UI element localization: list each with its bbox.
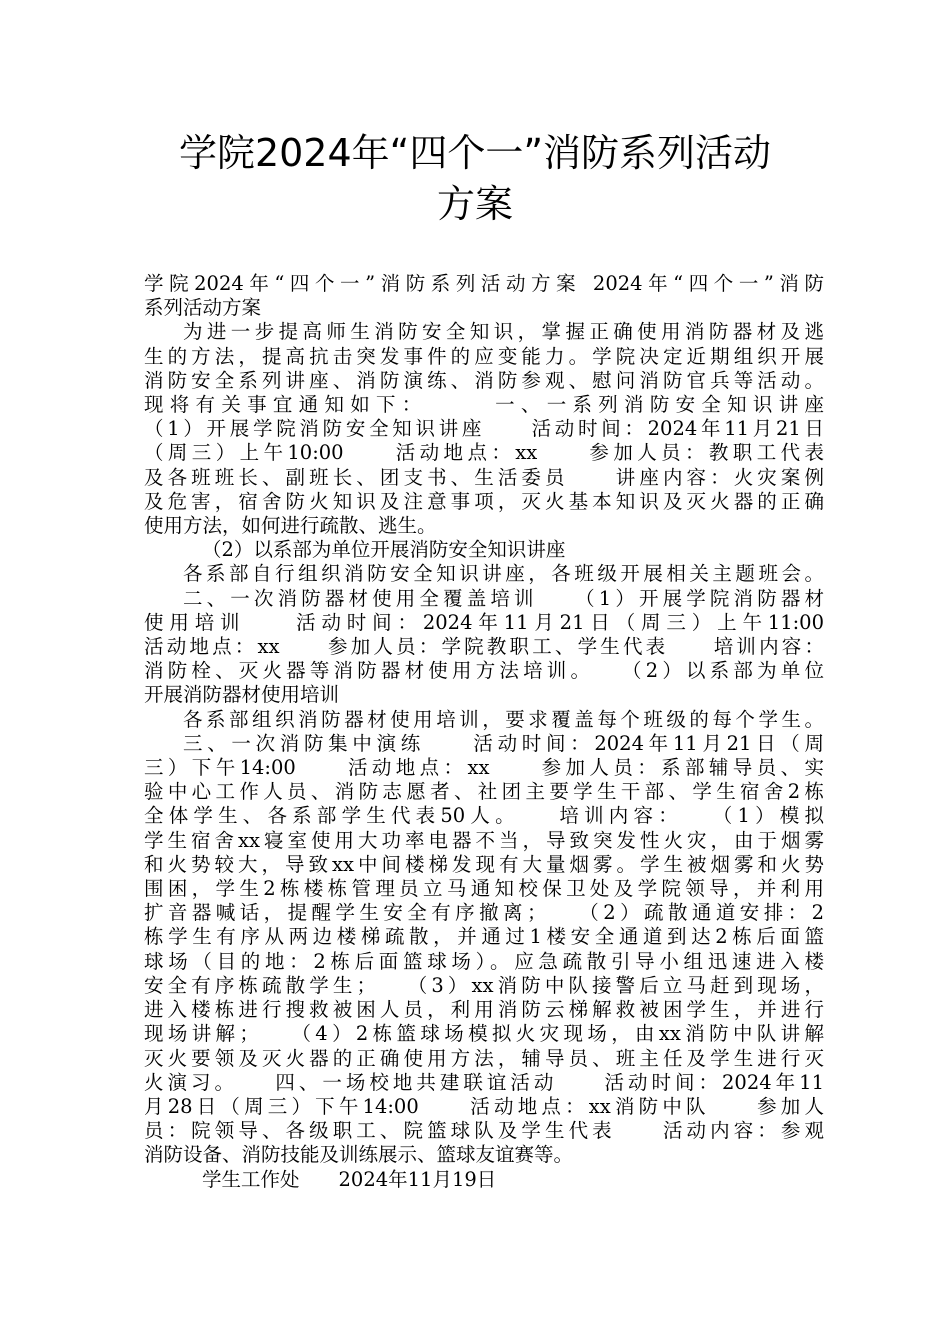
body-line: 消防栓、灭火器等消防器材使用方法培训。 （2）以系部为单位 xyxy=(144,659,824,683)
body-line: 安全有序栋疏散学生； （3）xx消防中队接警后立马赶到现场， xyxy=(144,973,824,997)
body-line: 围困，学生2栋楼栋管理员立马通知校保卫处及学院领导，并利用 xyxy=(144,877,824,901)
body-line: 活动地点：xx 参加人员：学院教职工、学生代表 培训内容： xyxy=(144,635,824,659)
body-line: 和火势较大，导致xx中间楼梯发现有大量烟雾。学生被烟雾和火势 xyxy=(144,852,824,876)
body-line: 使用方法，如何进行疏散、逃生。 xyxy=(144,514,437,538)
body-line: 栋学生有序从两边楼梯疏散，并通过1楼安全通道到达2栋后面篮 xyxy=(144,925,824,949)
body-line: 学生宿舍xx寝室使用大功率电器不当，导致突发性火灾，由于烟雾 xyxy=(144,828,824,852)
body-line: 月28日（周三）下午14:00 活动地点：xx消防中队 参加人 xyxy=(144,1094,824,1118)
body-line: 全体学生、各系部学生代表50人。 培训内容： （1）模拟 xyxy=(144,804,824,828)
body-line: （1）开展学院消防安全知识讲座 活动时间：2024年11月21日 xyxy=(144,417,824,441)
body-line: 及各班班长、副班长、团支书、生活委员 讲座内容：火灾案例 xyxy=(144,465,824,489)
signature-line: 学生工作处 2024年11月19日 xyxy=(202,1167,497,1191)
body-line: 球场（目的地：2栋后面篮球场）。应急疏散引导小组迅速进入楼 xyxy=(144,949,824,973)
body-line: 现将有关事宜通知如下： 一、一系列消防安全知识讲座 xyxy=(144,393,824,417)
body-line: 三、一次消防集中演练 活动时间：2024年11月21日（周 xyxy=(183,731,824,755)
body-line: 为进一步提高师生消防安全知识，掌握正确使用消防器材及逃 xyxy=(183,320,824,344)
body-line: 各系部自行组织消防安全知识讲座，各班级开展相关主题班会。 xyxy=(183,562,824,586)
body-line: （2）以系部为单位开展消防安全知识讲座 xyxy=(202,538,566,562)
body-line: 进入楼栋进行搜救被困人员，利用消防云梯解救被困学生，并进行 xyxy=(144,998,824,1022)
body-line: 二、一次消防器材使用全覆盖培训 （1）开展学院消防器材 xyxy=(183,586,824,610)
body-line: 扩音器喊话，提醒学生安全有序撤离； （2）疏散通道安排：2 xyxy=(144,901,824,925)
body-line: 及危害，宿舍防火知识及注意事项，灭火基本知识及灭火器的正确 xyxy=(144,489,824,513)
body-line: 火演习。 四、一场校地共建联谊活动 活动时间：2024年11 xyxy=(144,1070,824,1094)
body-line: 各系部组织消防器材使用培训，要求覆盖每个班级的每个学生。 xyxy=(183,707,824,731)
body-line: 生的方法，提高抗击突发事件的应变能力。学院决定近期组织开展 xyxy=(144,344,824,368)
body-line: 员：院领导、各级职工、院篮球队及学生代表 活动内容：参观 xyxy=(144,1119,824,1143)
body-line: 开展消防器材使用培训 xyxy=(144,683,340,707)
document-body xyxy=(144,272,824,1192)
body-line: 学院2024年“四个一”消防系列活动方案 2024年“四个一”消防 xyxy=(144,272,824,295)
body-line: 现场讲解； （4）2栋篮球场模拟火灾现场，由xx消防中队讲解 xyxy=(144,1022,824,1046)
body-line: 灭火要领及灭火器的正确使用方法，辅导员、班主任及学生进行灭 xyxy=(144,1046,824,1070)
body-line: 系列活动方案 xyxy=(144,296,262,320)
body-line: 三）下午14:00 活动地点：xx 参加人员：系部辅导员、实 xyxy=(144,756,824,780)
title-line: 学院2024年“四个一”消防系列活动 xyxy=(178,131,772,175)
body-line: 验中心工作人员、消防志愿者、社团主要学生干部、学生宿舍2栋 xyxy=(144,780,824,804)
body-line: 消防安全系列讲座、消防演练、消防参观、慰问消防官兵等活动。 xyxy=(144,368,824,392)
document-title xyxy=(100,128,850,230)
body-line: 使用培训 活动时间：2024年11月21日（周三）上午11:00 xyxy=(144,610,824,634)
title-line: 方案 xyxy=(436,182,513,226)
body-line: 消防设备、消防技能及训练展示、篮球友谊赛等。 xyxy=(144,1143,574,1167)
body-line: （周三）上午10:00 活动地点：xx 参加人员：教职工代表 xyxy=(144,441,824,465)
